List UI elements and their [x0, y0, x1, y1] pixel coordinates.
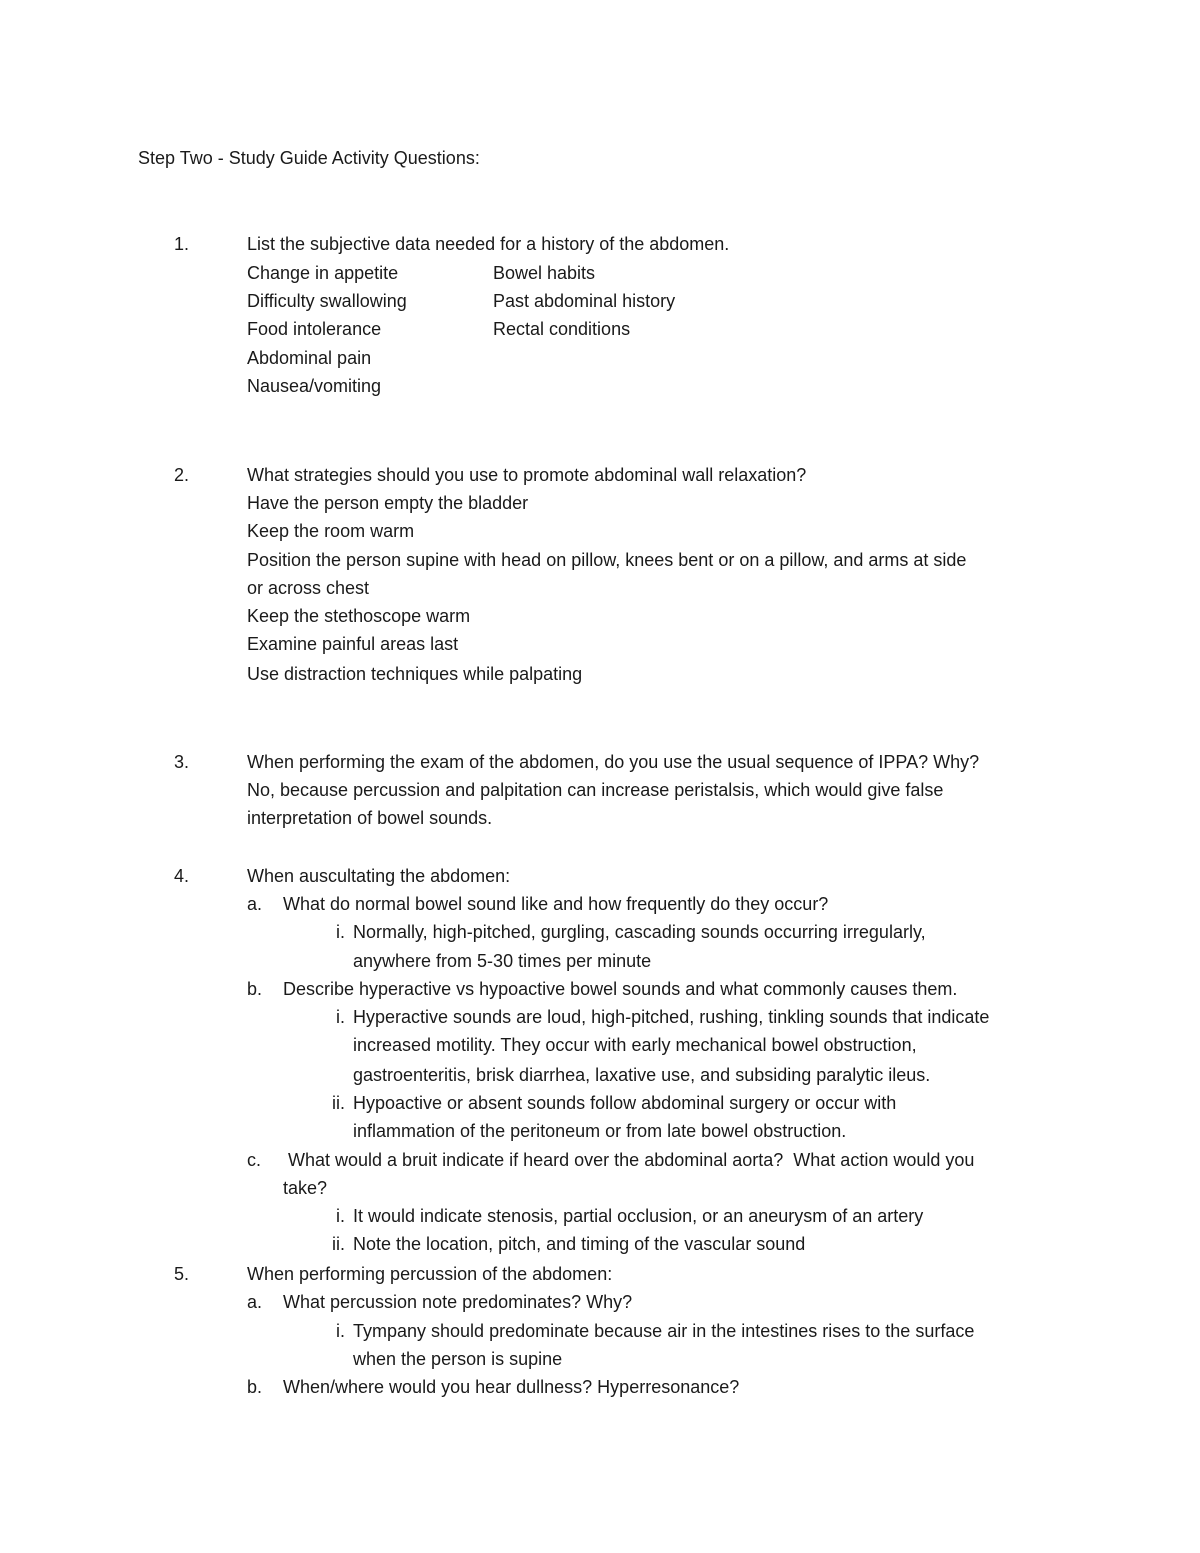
- q1-item: Past abdominal history: [493, 291, 676, 311]
- q5a-i-label: i.: [336, 1321, 345, 1341]
- q1-item: Abdominal pain: [247, 348, 372, 368]
- q5b-question: When/where would you hear dullness? Hyperresonance?: [283, 1377, 740, 1397]
- q4b-ii-label: ii.: [332, 1093, 345, 1113]
- q4-question: When auscultating the abdomen:: [247, 866, 511, 886]
- q3-answer: No, because percussion and palpitation can increase peristalsis, which would give false: [247, 780, 944, 800]
- q4c-label: c.: [247, 1150, 262, 1170]
- q2-answer: Keep the stethoscope warm: [247, 606, 471, 626]
- q4c-question: take?: [283, 1178, 328, 1198]
- q4c-ii-label: ii.: [332, 1234, 345, 1254]
- q2-number: 2.: [174, 465, 190, 485]
- q1-item: Food intolerance: [247, 319, 382, 339]
- q5-question: When performing percussion of the abdomen:: [247, 1264, 613, 1284]
- q2-answer: Keep the room warm: [247, 521, 415, 541]
- q5-number: 5.: [174, 1264, 190, 1284]
- q4b-i-answer: gastroenteritis, brisk diarrhea, laxative use, and subsiding paralytic ileus.: [353, 1065, 931, 1085]
- q1-item: Change in appetite: [247, 263, 399, 283]
- q4b-ii-answer: inflammation of the peritoneum or from late bowel obstruction.: [353, 1121, 847, 1141]
- q3-number: 3.: [174, 752, 190, 772]
- q1-question: List the subjective data needed for a history of the abdomen.: [247, 234, 730, 254]
- q2-answer: Use distraction techniques while palpating: [247, 664, 583, 684]
- q2-answer: or across chest: [247, 578, 370, 598]
- q2-answer: Examine painful areas last: [247, 634, 459, 654]
- page-title: Step Two - Study Guide Activity Questions:: [138, 148, 480, 168]
- q5a-i-answer: Tympany should predominate because air in the intestines rises to the surface: [353, 1321, 975, 1341]
- q2-answer: Position the person supine with head on pillow, knees bent or on a pillow, and arms at side: [247, 550, 967, 570]
- q1-item: Difficulty swallowing: [247, 291, 407, 311]
- q4a-i-answer: anywhere from 5-30 times per minute: [353, 951, 652, 971]
- q1-item: Rectal conditions: [493, 319, 631, 339]
- q3-question: When performing the exam of the abdomen, do you use the usual sequence of IPPA? Why?: [247, 752, 980, 772]
- q5b-label: b.: [247, 1377, 263, 1397]
- q4-number: 4.: [174, 866, 190, 886]
- q4b-i-label: i.: [336, 1007, 345, 1027]
- q4c-i-label: i.: [336, 1206, 345, 1226]
- q4c-i-answer: It would indicate stenosis, partial occlusion, or an aneurysm of an artery: [353, 1206, 924, 1226]
- q4c-ii-answer: Note the location, pitch, and timing of the vascular sound: [353, 1234, 806, 1254]
- q2-answer: Have the person empty the bladder: [247, 493, 529, 513]
- q5a-i-answer: when the person is supine: [353, 1349, 563, 1369]
- q1-number: 1.: [174, 234, 190, 254]
- q4c-question: What would a bruit indicate if heard over the abdominal aorta? What action would you: [283, 1150, 975, 1170]
- q5a-question: What percussion note predominates? Why?: [283, 1292, 633, 1312]
- q4a-i-label: i.: [336, 922, 345, 942]
- q4b-question: Describe hyperactive vs hypoactive bowel sounds and what commonly causes them.: [283, 979, 958, 999]
- q2-question: What strategies should you use to promote abdominal wall relaxation?: [247, 465, 807, 485]
- q1-item: Nausea/vomiting: [247, 376, 382, 396]
- q4b-ii-answer: Hypoactive or absent sounds follow abdominal surgery or occur with: [353, 1093, 897, 1113]
- q4a-question: What do normal bowel sound like and how frequently do they occur?: [283, 894, 829, 914]
- q4a-i-answer: Normally, high-pitched, gurgling, cascading sounds occurring irregularly,: [353, 922, 926, 942]
- q5a-label: a.: [247, 1292, 263, 1312]
- q4b-i-answer: increased motility. They occur with early mechanical bowel obstruction,: [353, 1035, 917, 1055]
- q1-item: Bowel habits: [493, 263, 596, 283]
- q3-answer: interpretation of bowel sounds.: [247, 808, 493, 828]
- q4a-label: a.: [247, 894, 263, 914]
- q4b-label: b.: [247, 979, 263, 999]
- q4b-i-answer: Hyperactive sounds are loud, high-pitched, rushing, tinkling sounds that indicate: [353, 1007, 990, 1027]
